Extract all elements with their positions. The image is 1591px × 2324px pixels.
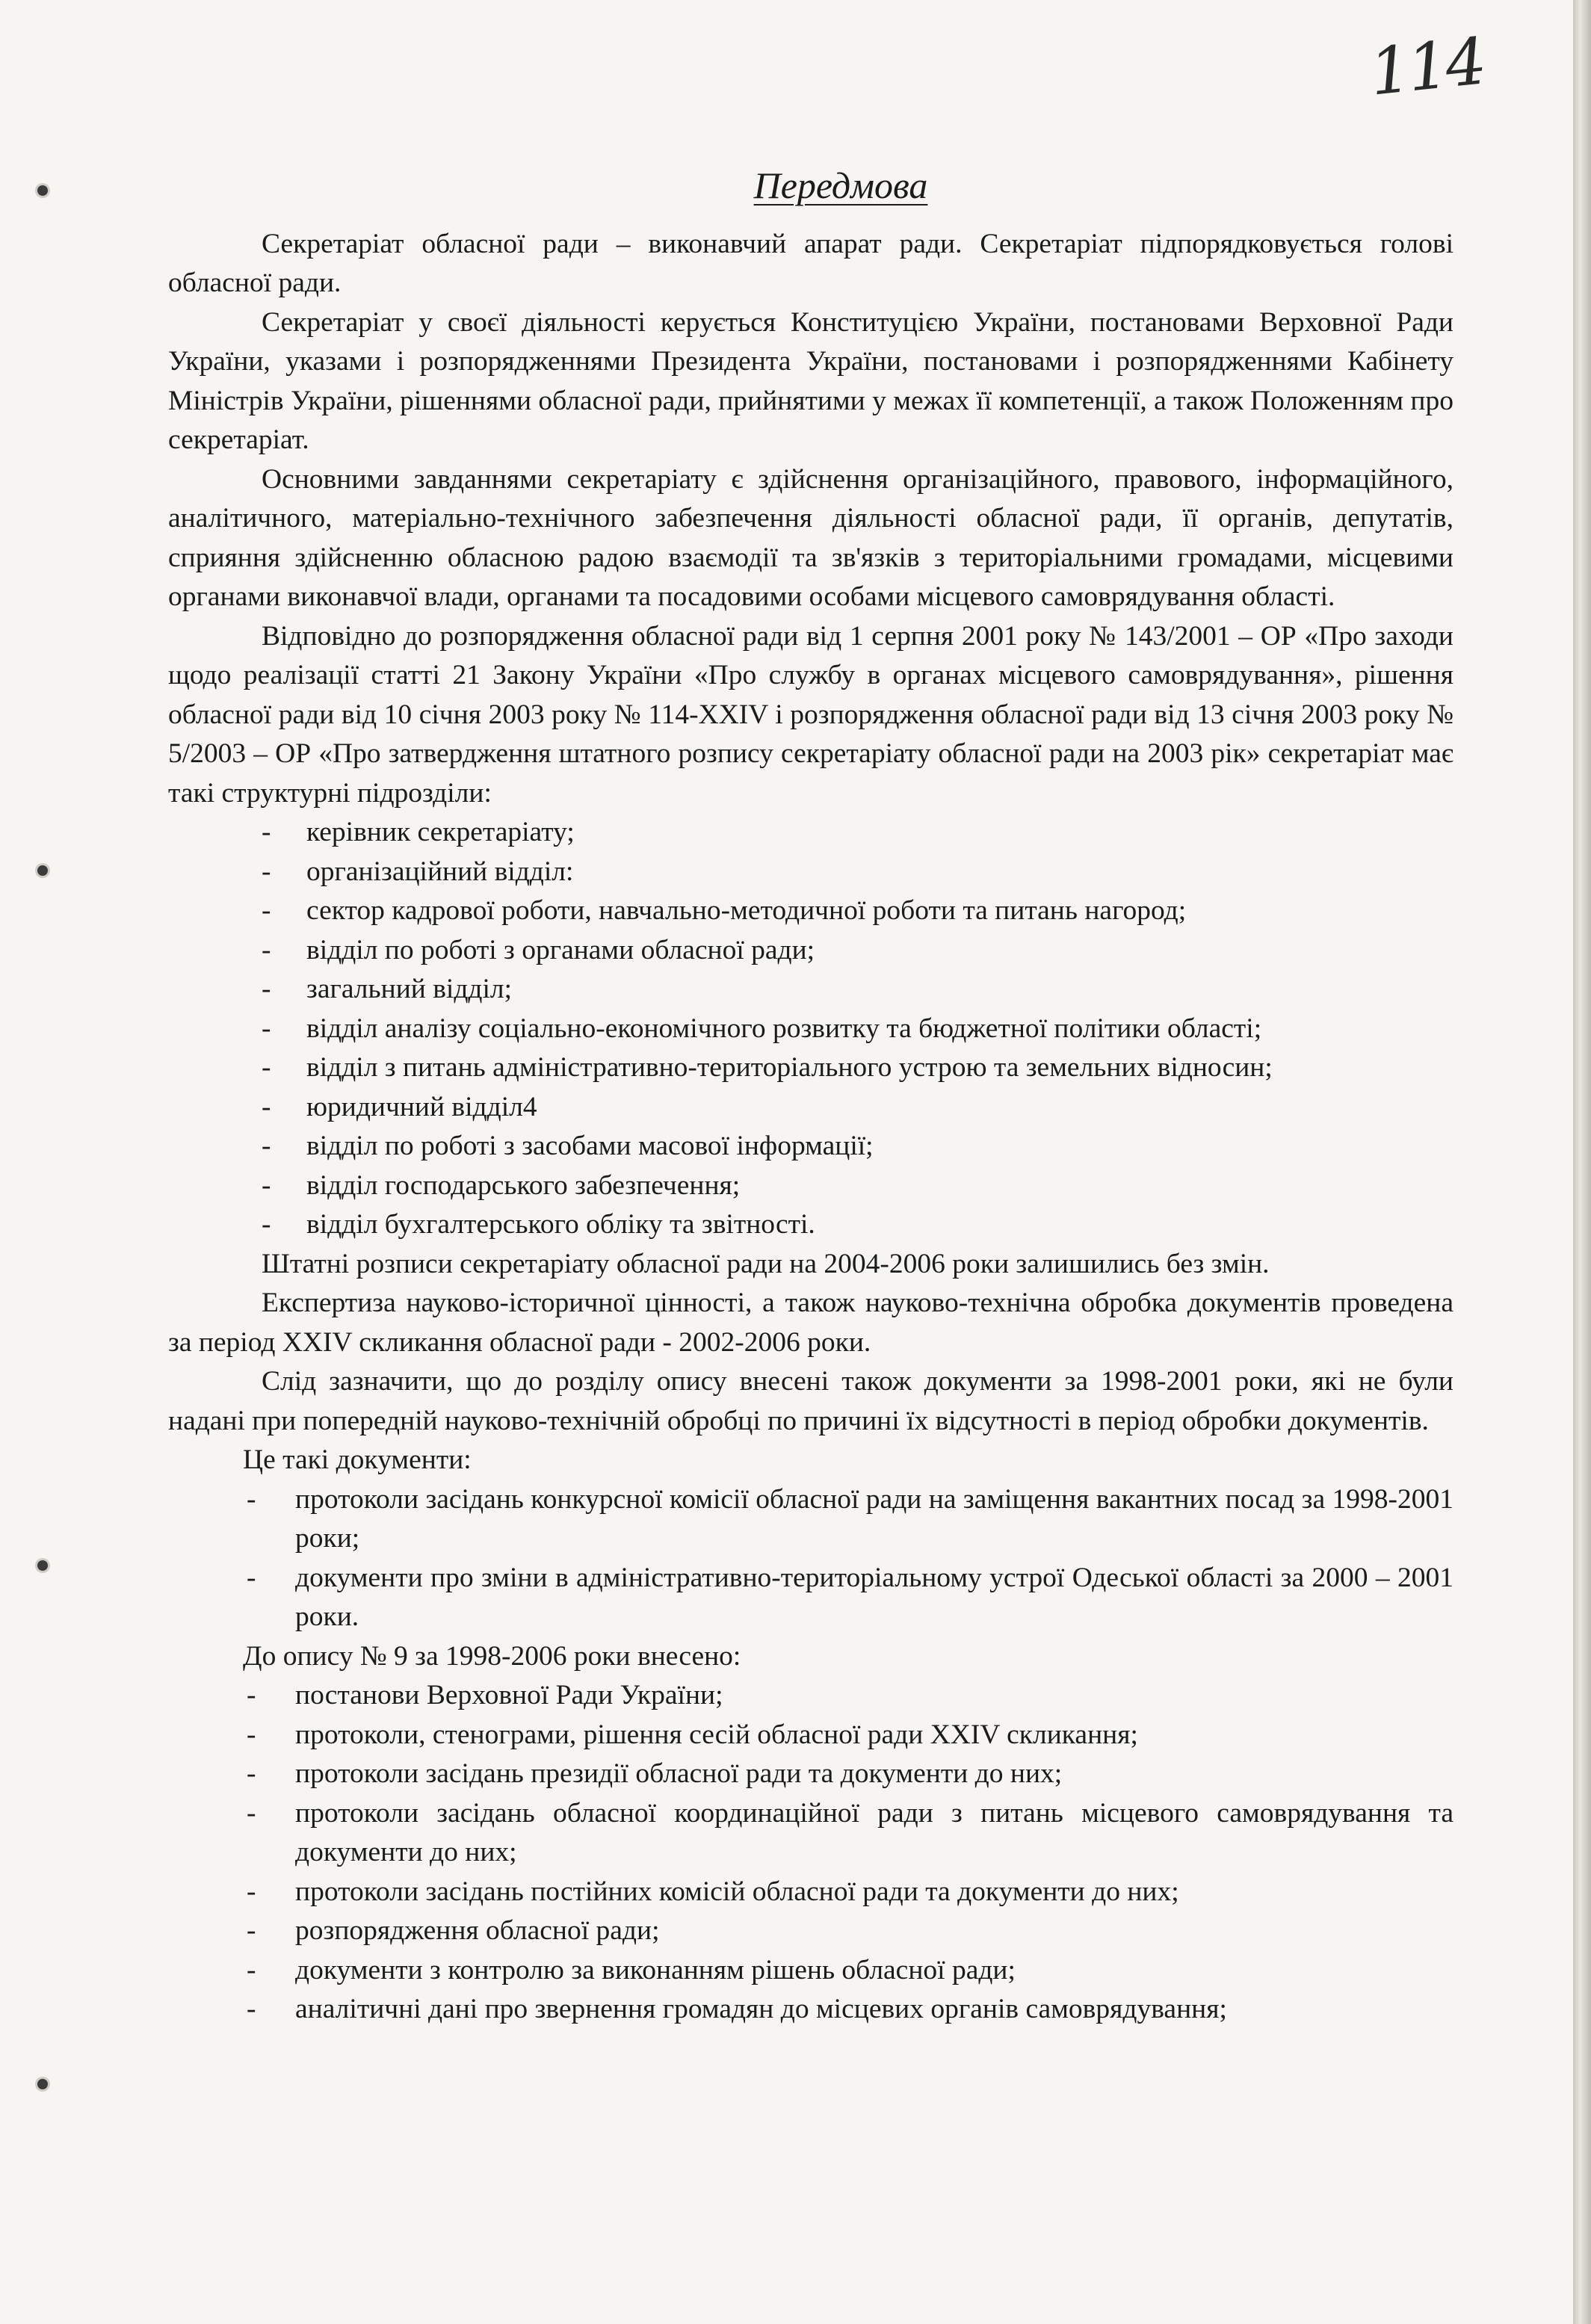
- paragraph-4: Відповідно до розпорядження обласної ради від 1 серпня 2001 року № 143/2001 – ОР «Про заходи щодо реалізації статті 21 Закону України «Про службу в органах місцевого самоврядування», рішення обласної ради від 10 січня 2003 року № 114-XXIV і розпорядження обласної ради від 13 січня 2003 року № 5/2003 – ОР «Про затвердження штатного розпису секретаріату обласної ради на 2003 рік» секретаріат має такі структурні підрозділи:: [168, 620, 1453, 809]
- paragraph-1: Секретаріат обласної ради – виконавчий апарат ради. Секретаріат підпорядковується голові обласної ради.: [168, 228, 1453, 298]
- list-item: - протоколи засідань обласної координаційної ради з питань місцевого самоврядування та документи до них;: [168, 1794, 1453, 1873]
- paragraph-6: Експертиза науково-історичної цінності, а також науково-технічна обробка документів проведена за період XXIV скликання обласної ради - 2002-2006 роки.: [168, 1288, 1453, 1358]
- binding-hole: [37, 1560, 48, 1571]
- list-item: - документи про зміни в адміністративно-територіальному устрої Одеської області за 2000 – 2001 роки.: [168, 1559, 1453, 1637]
- binding-hole: [37, 2079, 48, 2089]
- inventory-documents-list: [168, 1676, 1453, 2030]
- paragraph-2: Секретаріат у своєї діяльності керується Конституцією України, постановами Верховної Ради України, указами і розпорядженнями Президента України, постановами і розпорядженнями Кабінету Міністрів України, рішеннями обласної ради, прийнятими у межах її компетенції, а також Положенням про секретаріат.: [168, 306, 1453, 455]
- list-item: - аналітичні дані про звернення громадян до місцевих органів самоврядування;: [168, 1990, 1453, 2030]
- structural-units-list: [168, 813, 1453, 1245]
- list-item: - відділ господарського забезпечення;: [168, 1166, 1453, 1206]
- list-item: - протоколи засідань постійних комісій обласної ради та документи до них;: [168, 1873, 1453, 1912]
- list-item: - відділ бухгалтерського обліку та звітності.: [168, 1205, 1453, 1245]
- binding-hole: [37, 865, 48, 876]
- paragraph-3: Основними завданнями секретаріату є здійснення організаційного, правового, інформаційного, аналітичного, матеріально-технічного забезпечення діяльності обласної ради, її органів, депутатів, сприяння здійсненню обласною радою взаємодії та зв'язків з територіальними громадами, місцевими органами виконавчої влади, органами та посадовими особами місцевого самоврядування області.: [168, 463, 1453, 612]
- page-edge: [1573, 0, 1591, 2324]
- list-item: - керівник секретаріату;: [168, 813, 1453, 853]
- handwritten-page-number: 114: [1366, 24, 1487, 111]
- paragraph-5: Штатні розписи секретаріату обласної ради на 2004-2006 роки залишились без змін.: [262, 1248, 1270, 1279]
- list-item: - організаційний відділ:: [168, 853, 1453, 892]
- list-item: - протоколи засідань президії обласної ради та документи до них;: [168, 1755, 1453, 1794]
- page-title: Передмова: [753, 164, 928, 206]
- list-item: - відділ аналізу соціально-економічного розвитку та бюджетної політики області;: [168, 1010, 1453, 1049]
- list-item: - сектор кадрової роботи, навчально-методичної роботи та питань нагород;: [168, 891, 1453, 931]
- list-item: - розпорядження обласної ради;: [168, 1912, 1453, 1951]
- document-body: [168, 166, 1453, 2030]
- list-item: - відділ по роботі з органами обласної ради;: [168, 931, 1453, 971]
- earlier-documents-list: [168, 1480, 1453, 1637]
- list-item: - відділ по роботі з засобами масової інформації;: [168, 1127, 1453, 1166]
- binding-hole: [37, 185, 48, 196]
- paragraph-8: Це такі документи:: [243, 1444, 472, 1475]
- paragraph-9: До опису № 9 за 1998-2006 роки внесено:: [243, 1640, 741, 1672]
- list-item: - документи з контролю за виконанням рішень обласної ради;: [168, 1951, 1453, 1991]
- list-item: - загальний відділ;: [168, 970, 1453, 1010]
- paragraph-7: Слід зазначити, що до розділу опису внесені також документи за 1998-2001 роки, які не були надані при попередній науково-технічній обробці по причині їх відсутності в період обробки документів.: [168, 1366, 1453, 1436]
- list-item: - постанови Верховної Ради України;: [168, 1676, 1453, 1716]
- list-item: - відділ з питань адміністративно-територіального устрою та земельних відносин;: [168, 1048, 1453, 1088]
- list-item: - протоколи засідань конкурсної комісії обласної ради на заміщення вакантних посад за 1998-2001 роки;: [168, 1480, 1453, 1559]
- list-item: - протоколи, стенограми, рішення сесій обласної ради XXIV скликання;: [168, 1716, 1453, 1755]
- list-item: - юридичний відділ4: [168, 1088, 1453, 1128]
